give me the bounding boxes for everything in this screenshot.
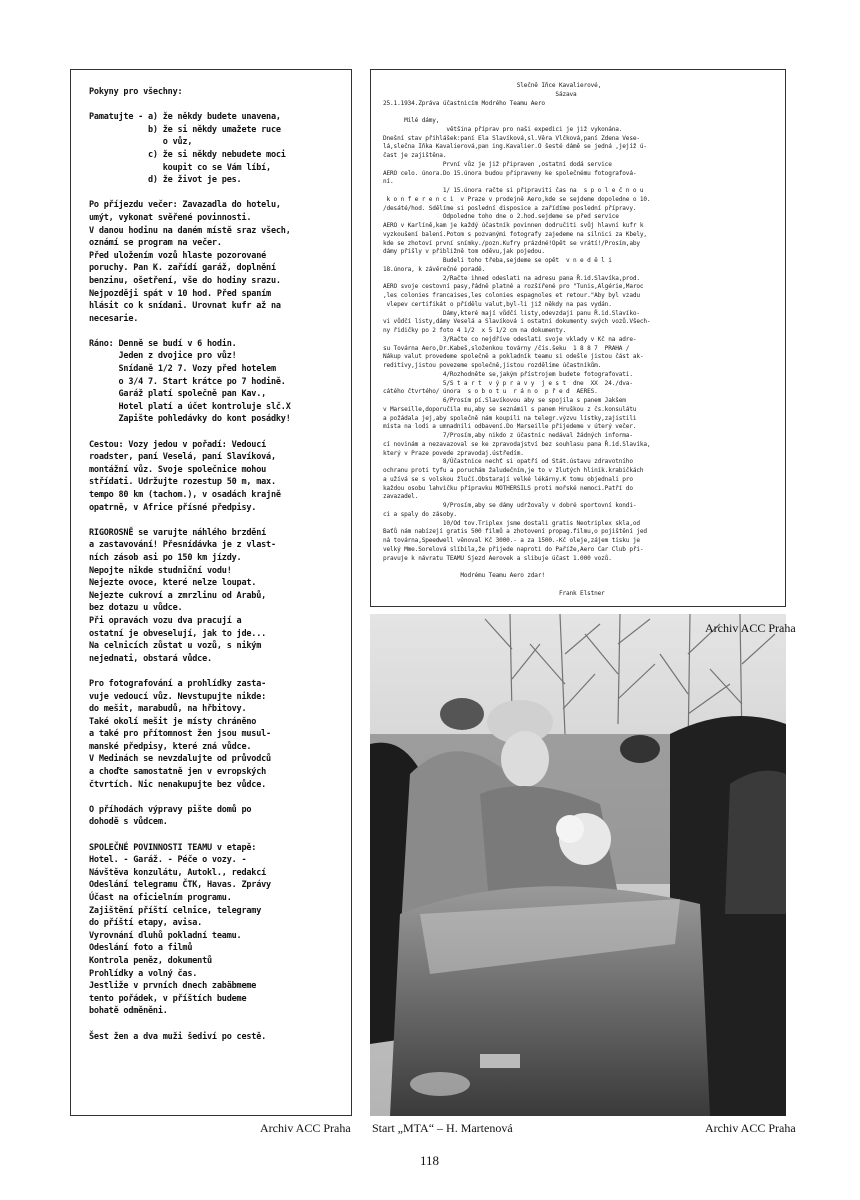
instructions-line: Nejpozději spát v 10 hod. Před spaním	[89, 288, 271, 299]
letter-line: AERO svoje cestovní pasy,řádně platné a rozšířené pro "Tunis,Algérie,Maroc	[383, 283, 644, 291]
letter-line: cátého čtvrtého/ února s o b o t u r á n o p ř e d AERES.	[383, 388, 598, 396]
letter-line: a požádala jej,aby společně nám koupili na telegr.výzvu lístky,zajistili	[383, 414, 637, 422]
letter-line: AERO celo. února.Do 15.února budou připraveny ke společnému fotografová-	[383, 169, 637, 177]
instructions-line: montážní vůz. Svoje společnice mohou	[89, 464, 267, 475]
letter-line: ná továrna,Speedwell věnoval Kč 3000.- a za 1500.-Kč oleje,zájem tisku je	[383, 537, 640, 544]
instructions-line: Šest žen a dva muži šediví po cestě.	[89, 1031, 267, 1042]
letter-line: každou osobu lahvičku přípravku MOTHERSILS proti mořské nemoci.Patří do	[383, 484, 633, 492]
instructions-line: c) že si někdy nebudete moci	[89, 149, 286, 160]
instructions-line: roadster, paní Veselá, paní Slavíková,	[89, 452, 276, 463]
page-number: 118	[420, 1153, 440, 1168]
instructions-line: Jeden z dvojice pro vůz!	[89, 351, 237, 362]
instructions-line: bez dotazu u vůdce.	[89, 603, 183, 614]
letter-line: Sázava	[383, 90, 577, 98]
letter-line: 2/Račte ihned odeslati na adresu pana Ř.id.Slavíka,prod.	[383, 274, 640, 282]
instructions-line: Zajištění příští celnice, telegramy	[89, 905, 262, 916]
instructions-line: a také pro přítomnost žen jsou musul-	[89, 729, 271, 740]
instructions-line: tempo 80 km (tachom.), v osadách krajně	[89, 490, 281, 500]
letter-line: ny řidičky po 2 foto 4 1/2 x 5 1/2 cm na dokumenty.	[383, 327, 566, 334]
instructions-line: Návštěva konzulátu, Autokl., redakcí	[89, 867, 267, 878]
photo-start-mta-crowd	[370, 614, 786, 1116]
letter-line: su Továrna Aero,Dr.Kabeš,složenkou továrny /čís.šeku 1 8 8 7 PRAHA /	[383, 344, 630, 352]
photo-caption: Start „MTA“ – H. Martenová	[372, 1121, 513, 1135]
instructions-line: Snídaně 1/2 7. Vozy před hotelem	[89, 364, 276, 375]
letter-line: Frank Elstner	[383, 589, 605, 597]
instructions-line: Po příjezdu večer: Zavazadla do hotelu,	[89, 200, 281, 211]
letter-line: místa na lodi a umnadnili odbavení.Do Marseille přijedeme v úterý večer.	[383, 423, 637, 431]
instructions-line: Prohlídky a volný čas.	[89, 968, 198, 979]
instructions-line: Na celnicích zůstat u vozů, s nikým	[89, 641, 262, 652]
instructions-line: umýt, vykonat svěřené povinnosti.	[89, 212, 252, 223]
instructions-line: RIGOROSNĚ se varujte náhlého brzdění	[89, 527, 267, 538]
letter-line: pravuje k návratu TEAMU Sjezd Aerovek a slibuje účast 1.000 vozů.	[383, 554, 612, 562]
letter-line: 3/Račte co nejdříve odeslati svoje vklady v Kč na adre-	[383, 335, 637, 343]
instructions-line: a zastavování! Přesnídávka je z vlast-	[89, 540, 276, 551]
instructions-line: bohatě odměněni.	[89, 1006, 168, 1017]
instructions-line: poruchy. Pan K. zařídí garáž, doplnění	[89, 263, 276, 274]
letter-line: vlepev certifikát o přídělu valut,byl-li již někdy na pas vydán.	[383, 300, 612, 308]
historical-photograph	[370, 614, 786, 1116]
instructions-text	[89, 86, 351, 1043]
typewritten-instructions-document	[70, 69, 352, 1116]
instructions-line: o 3/4 7. Start krátce po 7 hodině.	[89, 376, 286, 387]
instructions-line	[89, 665, 351, 678]
instructions-line: čtvrtích. Nic nenakupujte bez vůdce.	[89, 779, 267, 790]
instructions-line: oznámí se program na večer.	[89, 238, 222, 249]
instructions-line: Cestou: Vozy jedou v pořadí: Vedoucí	[89, 439, 267, 450]
letter-line: Modrému Teamu Aero zdar!	[383, 572, 545, 579]
instructions-line: střídati. Udržujte rozestup 50 m, max.	[89, 477, 276, 488]
instructions-line: nejednati, obstará vůdce.	[89, 653, 212, 664]
letter-line: v Marseille,doporučila mu,aby se seznámil s panem Hruškou z čs.konsulátu	[383, 405, 637, 413]
instructions-line: Pro fotografování a prohlídky zasta-	[89, 678, 267, 689]
instructions-line: SPOLEČNÉ POVINNOSTI TEAMU v etapě:	[89, 842, 257, 853]
letter-line: ní.	[383, 178, 394, 186]
letter-line: 1/ 15.února račte si připraviti čas na s p o l e č n o u	[383, 187, 644, 194]
letter-line: zavazadel.	[383, 493, 419, 501]
instructions-line: Jestliže v prvních dnech zabäbmeme	[89, 981, 257, 992]
instructions-line: V Medinách se nevzdalujte od průvodců	[89, 754, 271, 765]
instructions-line: Odeslání telegramu ČTK, Havas. Zprávy	[89, 880, 271, 891]
instructions-line: dohodě s vůdcem.	[89, 817, 168, 828]
instructions-line	[89, 791, 351, 804]
instructions-line	[89, 514, 351, 527]
instructions-line	[89, 99, 351, 112]
letter-line: 25.1.1934.Zpráva účastnicím Modrého Teamu Aero	[383, 99, 545, 107]
instructions-line: opatrně, v Africe přísné předpisy.	[89, 502, 257, 513]
letter-line: 5/S t a r t v ý p r a v y j e s t dne XX 24./dva-	[383, 379, 633, 387]
letter-line: AERO v Karlíně,kam je každý účastník povinnen dodručiti svůj hlavní kufr k	[383, 222, 644, 229]
instructions-line: Zapište pohledávky do kont posádky!	[89, 414, 291, 425]
instructions-line: Také okolí mešit je místy chráněno	[89, 716, 257, 727]
instructions-line	[89, 1018, 351, 1031]
letter-line: kde se zhotoví první snímky./pozn.Kufry prázdné!Opět se vrátí!/Prosím,aby	[383, 239, 640, 247]
letter-line: Slečně Iňce Kavalierové,	[383, 82, 602, 89]
instructions-line	[89, 426, 351, 439]
letter-line: 8/Účastnice nechť si opatří od Stát.ústavu zdravotního	[383, 458, 633, 466]
letter-line: 7/Prosím,aby nikdo z účastnic nedával žádných informa-	[383, 432, 633, 439]
letter-line: čast je zajištěna.	[383, 152, 447, 159]
archive-credit-instructions: Archiv ACC Praha	[260, 1121, 351, 1135]
letter-line: 9/Prosím,aby se dámy udržovaly v dobré sportovní kondi-	[383, 502, 637, 509]
letter-line: Odpoledne toho dne o 2.hod.sejdeme se před service	[383, 213, 619, 221]
instructions-line: a choďte samostatně jen v evropských	[89, 767, 267, 778]
letter-line: k o n f e r e n c i v Praze v prodejně Aero,kde se sejdeme dopoledne o 10.	[383, 195, 651, 203]
instructions-line: benzinu, ošetření, vše do hodiny srazu.	[89, 275, 281, 286]
letter-line: Nákup valut provedeme společně a pokladník teamu si odešle jistou část ak-	[383, 353, 644, 361]
instructions-line	[89, 829, 351, 842]
instructions-line: vuje vedoucí vůz. Nevstupujte nikde:	[89, 691, 267, 702]
instructions-line: hlásit co k snídani. Urovnat kufr až na	[89, 301, 281, 312]
instructions-line: b) že si někdy umažete ruce	[89, 124, 281, 135]
instructions-line: ních zásob asi po 150 km jízdy.	[89, 552, 242, 563]
instructions-line: Ráno: Denně se budí v 6 hodin.	[89, 338, 237, 349]
instructions-line: Při opravách vozu dva pracují a	[89, 615, 242, 626]
instructions-line: necesarie.	[89, 313, 139, 324]
letter-line	[383, 563, 775, 572]
letter-line: který v Praze povede zpravodaj.ústředím.	[383, 449, 524, 457]
instructions-line: ostatní je obveselují, jak to jde...	[89, 628, 267, 639]
instructions-line: Před uložením vozů hlaste pozorované	[89, 250, 267, 261]
instructions-line	[89, 325, 351, 338]
instructions-line: Kontrola peněz, dokumentů	[89, 955, 212, 966]
letter-text	[383, 82, 775, 598]
instructions-line: O příhodách výpravy pište domů po	[89, 804, 252, 815]
letter-line: a užívá se s volskou žlučí.Obstarají velké lékárny.K tomu objednali pro	[383, 475, 633, 483]
instructions-line: Pamatujte - a) že někdy budete unavena,	[89, 112, 281, 123]
letter-line: Milé dámy,	[383, 117, 440, 124]
letter-line: /desáté/hod. Sdělíme si poslední disposice a zařídíme poslední přípravy.	[383, 204, 637, 212]
instructions-line: tento pořádek, v příštích budeme	[89, 993, 247, 1004]
letter-line: ochranu proti tyfu a poruchám žaludečním,je to v žlutých hliník.krabičkách	[383, 467, 644, 474]
instructions-line: koupit co se Vám líbí,	[89, 162, 271, 173]
letter-line: Dnešní stav přihlášek:paní Ela Slavíková,sl.Věra Vlčková,paní Zdena Vese-	[383, 134, 640, 142]
instructions-line: o vůz,	[89, 137, 193, 148]
archive-credit-letter: Archiv ACC Praha	[705, 621, 796, 635]
letter-line	[383, 581, 775, 590]
typewritten-letter-document	[370, 69, 786, 607]
instructions-line: Hotel platí a účet kontroluje slč.X	[89, 401, 291, 412]
instructions-line: Vyrovnání dluhů pokladní teamu.	[89, 930, 242, 941]
letter-line: dámy přišly v přibližně tom oděvu,jak pojedou.	[383, 248, 545, 256]
instructions-line: Účast na oficielním programu.	[89, 893, 232, 903]
letter-line: ,les colonies francaises,les colonies espagnoles et retour."Aby byl vzadu	[383, 292, 640, 299]
letter-line: ci a spaly do zásoby.	[383, 510, 457, 518]
letter-line: lá,slečna Iňka Kavalierová,pan ing.Kavalier.O šesté dámě se jedná ,jejíž ú-	[383, 143, 647, 151]
letter-line: 10/Od tov.Triplex jsme dostali gratis Neotriplex skla,od	[383, 519, 640, 527]
letter-line: vi vůdčí listy,dámy Veselá a Slavíková i ostatní dokumenty svých vozů.Všech-	[383, 318, 651, 326]
instructions-line: Nepojte nikde studniční vodu!	[89, 565, 232, 576]
instructions-line: Hotel. - Garáž. - Péče o vozy. -	[89, 855, 247, 866]
instructions-line: Garáž platí společně pan Kav.,	[89, 389, 267, 400]
instructions-line: do mešit, marabudů, na hřbitovy.	[89, 704, 247, 715]
letter-line: většina příprav pro naši expedici je již vykonána.	[383, 125, 623, 133]
letter-line: Budeli toho třeba,sejdeme se opět v n e d ě l i	[383, 257, 612, 264]
instructions-line: d) že život je pes.	[89, 175, 242, 186]
instructions-line: do příští etapy, avisa.	[89, 918, 203, 929]
instructions-line: V danou hodinu na daném místě sraz všech,	[89, 225, 291, 236]
letter-line: 6/Prosím pí.Slavíkovou aby se spojila s panem Jakšem	[383, 397, 626, 404]
letter-line: 18.února, k závěrečné poradě.	[383, 265, 486, 273]
letter-line: velký Mme.Sorelová slíbila,že přijede naproti do Paříže,Aero Car Club při-	[383, 545, 644, 553]
instructions-line	[89, 187, 351, 200]
letter-line: cí novinám a nezavazoval se ke zpravodajství bez souhlasu pana Ř.id.Slavíka,	[383, 440, 651, 448]
letter-line: reditivy,jistou povezeme společně,jistou rozdělíme účastníkům.	[383, 362, 602, 369]
instructions-line: manské předpisy, které zná vůdce.	[89, 741, 252, 752]
archive-credit-photo: Archiv ACC Praha	[705, 1121, 796, 1135]
letter-line	[383, 108, 775, 117]
letter-line: vyzkoušení balení.Potom s pozvanými fotografy zajedeme na silnici za Kbely,	[383, 230, 647, 238]
letter-line: Dámy,které mají vůdčí listy,odevzdají panu Ř.id.Slavíko-	[383, 309, 640, 317]
instructions-line: Nejezte cukroví a zmrzlinu od Arabů,	[89, 590, 267, 601]
letter-line: Baťů nám nabízejí gratis 500 filmů a zhotovení propag.filmu,o pojištění jed	[383, 528, 647, 536]
letter-line: První vůz je již připraven ,ostatní dodá service	[383, 160, 612, 168]
letter-line: 4/Rozhodněte se,jakým přístrojem budete fotografovati.	[383, 370, 633, 378]
instructions-line: Pokyny pro všechny:	[89, 87, 183, 97]
instructions-line: Nejezte ovoce, které nelze loupat.	[89, 578, 257, 589]
instructions-line: Odeslání foto a filmů	[89, 943, 193, 954]
